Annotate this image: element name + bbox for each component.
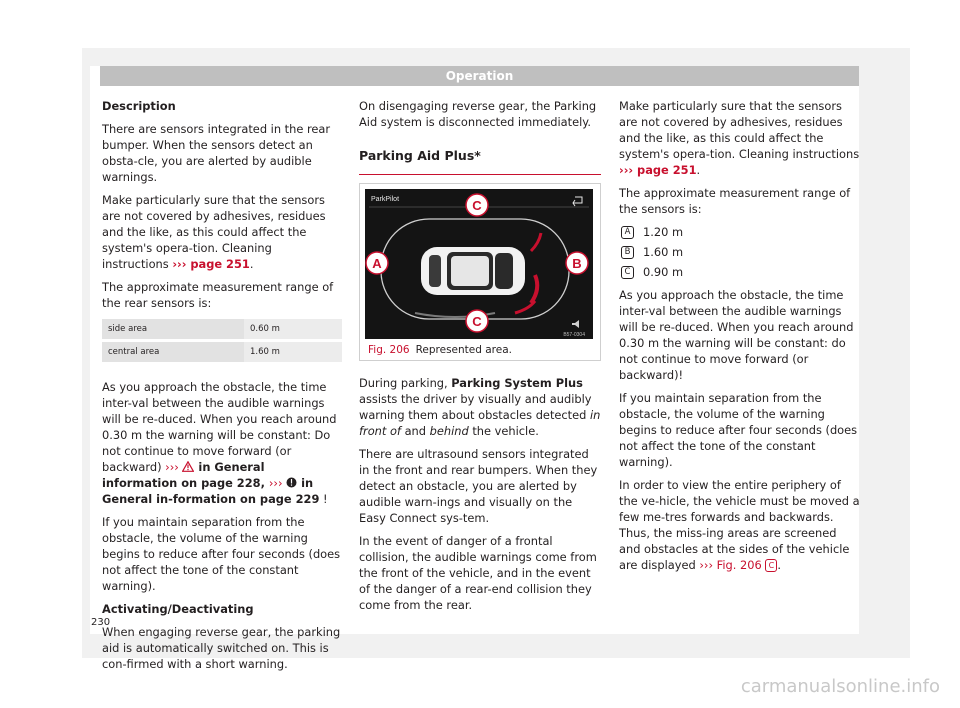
letter-badge: C <box>621 266 634 279</box>
paragraph: In the event of danger of a frontal collision, the audible warnings come from the front of the vehicle, and in the event of the danger of a rear-end collision they come from the rear. <box>359 534 597 612</box>
text: and <box>400 424 430 438</box>
svg-text:B: B <box>572 256 582 271</box>
table-row <box>102 319 342 341</box>
ref-text: in General in-formation on page 229 <box>102 476 320 506</box>
watermark: carmanualsonline.info <box>740 676 940 697</box>
column-middle <box>359 98 601 620</box>
list-value: 1.60 m <box>643 245 684 259</box>
paragraph <box>619 98 861 178</box>
label-c-top <box>466 194 488 216</box>
list-value: 1.20 m <box>643 225 684 239</box>
figure-206 <box>359 183 601 361</box>
svg-text:C: C <box>472 314 482 329</box>
text: behind <box>429 424 469 438</box>
list-item <box>619 264 861 280</box>
text: . <box>696 163 701 177</box>
text: assists the driver by visually and audibly warning them about obstacles detected <box>359 392 592 422</box>
paragraph: On disengaging reverse gear, the Parking Aid system is disconnected immediately. <box>359 99 597 129</box>
table-cell-value: 1.60 m <box>244 341 342 364</box>
column-right <box>619 98 861 580</box>
range-list <box>619 224 861 280</box>
label-a <box>366 252 388 274</box>
text: Make particularly sure that the sensors are not covered by adhesives, residues and the like, as this could affect the system's opera-tion. Cleaning instructions <box>619 99 860 161</box>
list-item <box>619 244 861 260</box>
screen-title: ParkPilot <box>371 196 400 203</box>
paragraph <box>619 477 861 573</box>
paragraph <box>102 192 342 272</box>
paragraph: The approximate measurement range of the sensors is: <box>619 186 851 216</box>
paragraph: There are ultrasound sensors integrated in the front and rear bumpers. When they detect an obstacle, you are alerted by audible warn-ings and visually on the Easy Connect sys-tem. <box>359 447 598 525</box>
vehicle-top-view <box>421 247 525 295</box>
paragraph: When engaging reverse gear, the parking aid is automatically switched on. This is con-firmed with a short warning. <box>102 625 341 671</box>
label-c-bottom <box>466 310 488 332</box>
text: As you approach the obstacle, the time inter-val between the audible warnings will be re-duced. When you reach around 0.30 m the warning will be constant: Do not continue to move forward (or backward) <box>102 380 337 474</box>
list-item <box>619 224 861 240</box>
figure-caption <box>368 342 600 358</box>
text: During parking, <box>359 376 452 390</box>
letter-badge: A <box>621 226 634 239</box>
warning-icon <box>182 461 194 472</box>
letter-badge: C <box>765 559 777 572</box>
table-cell-value: 0.60 m <box>244 319 342 341</box>
paragraph: As you approach the obstacle, the time inter-val between the audible warnings will be re-duced. When you reach around 0.30 m the warning will be constant: do not continue to move forward (or backward)! <box>619 288 854 382</box>
paragraph: The approximate measurement range of the rear sensors is: <box>102 280 334 310</box>
text: in front of <box>359 408 601 438</box>
text: the vehicle. <box>468 424 539 438</box>
text: ! <box>319 492 328 506</box>
info-circle-icon <box>286 477 297 488</box>
activating-heading: Activating/Deactivating <box>102 602 254 616</box>
page-number: 230 <box>91 617 111 628</box>
section-title-text: Parking Aid Plus* <box>359 148 481 163</box>
text: Make particularly sure that the sensors are not covered by adhesives, residues and the like, as this could affect the system's opera-tion. Cleaning instructions <box>102 193 326 271</box>
text: . <box>777 558 781 572</box>
text: . <box>249 257 254 271</box>
paragraph: There are sensors integrated in the rear bumper. When the sensors detect an obsta-cle, you are alerted by audible warnings. <box>102 122 331 184</box>
table-row <box>102 341 342 364</box>
sensor-range-table <box>102 319 342 365</box>
figure-link[interactable]: ››› Fig. 206 <box>699 558 762 572</box>
figure-code: B57-0304 <box>563 332 585 338</box>
ref-text: in General information on page 228, <box>102 460 269 490</box>
paragraph: If you maintain separation from the obstacle, the volume of the warning begins to reduce after four seconds (does not affect the tone of the constant warning). <box>102 515 341 593</box>
text: In order to view the entire periphery of the ve-hicle, the vehicle must be moved a few me-tres forwards and backwards. Thus, the miss-ing areas are screened and obstacles at the sides of the vehicle are displayed <box>619 478 860 572</box>
ref-arrows[interactable]: ››› <box>268 476 283 490</box>
parkpilot-screen-image <box>365 189 593 339</box>
chapter-title: Operation <box>445 69 514 83</box>
caption-text: Represented area. <box>415 344 512 356</box>
section-title <box>359 148 601 171</box>
table-cell-label: side area <box>102 319 244 341</box>
page-link[interactable]: ››› page 251 <box>619 163 697 177</box>
column-left <box>102 98 342 679</box>
svg-text:C: C <box>472 198 482 213</box>
list-value: 0.90 m <box>643 265 684 279</box>
letter-badge: B <box>621 246 634 259</box>
label-b <box>566 252 588 274</box>
system-name: Parking System Plus <box>451 376 583 390</box>
section-rule <box>359 174 601 175</box>
ref-arrows[interactable]: ››› <box>165 460 179 474</box>
paragraph: If you maintain separation from the obstacle, the volume of the warning begins to reduce after four seconds (does not affect the tone of the constant warning). <box>619 391 858 469</box>
table-cell-label: central area <box>102 341 244 364</box>
paragraph <box>102 379 342 507</box>
figure-number: Fig. 206 <box>368 344 410 356</box>
page-link[interactable]: ››› page 251 <box>172 257 250 271</box>
description-heading: Description <box>102 99 176 113</box>
paragraph <box>359 375 601 439</box>
chapter-header <box>100 66 859 86</box>
svg-text:A: A <box>372 256 382 271</box>
